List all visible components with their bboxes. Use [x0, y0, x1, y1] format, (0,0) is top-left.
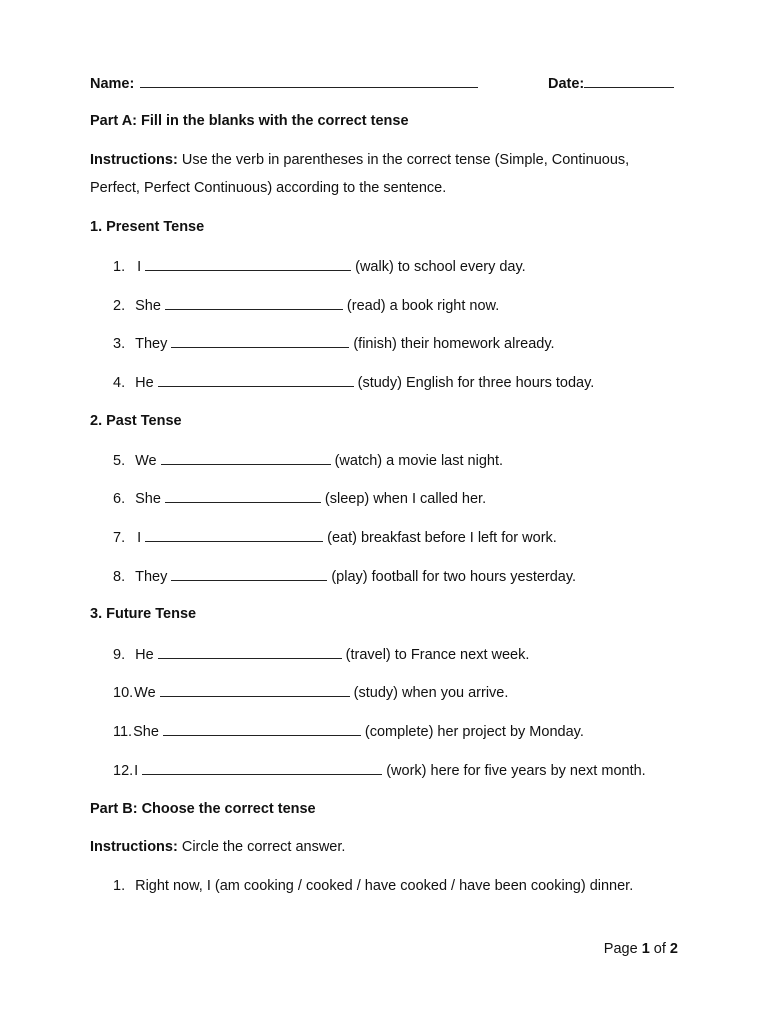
- item-number: 7.: [113, 530, 126, 546]
- item-subject: He: [135, 375, 154, 391]
- part-a-title: Part A: Fill in the blanks with the correct tense: [90, 113, 409, 129]
- item-text: (watch) a movie last night.: [334, 453, 504, 469]
- item-text: (read) a book right now.: [346, 298, 500, 314]
- item-subject: We: [135, 453, 157, 469]
- item-subject: They: [135, 336, 168, 352]
- item-subject: She: [135, 491, 161, 507]
- item-text: (study) when you arrive.: [353, 685, 509, 701]
- list-item: [113, 760, 646, 781]
- date-blank[interactable]: [584, 73, 674, 88]
- answer-blank[interactable]: [163, 721, 361, 736]
- item-text: (travel) to France next week.: [345, 647, 530, 663]
- name-row: [90, 73, 482, 94]
- item-text: (study) English for three hours today.: [357, 375, 595, 391]
- name-label: Name:: [90, 76, 135, 92]
- answer-blank[interactable]: [161, 450, 331, 465]
- list-item: [113, 644, 529, 665]
- list-item: [113, 488, 486, 509]
- section-heading: 3. Future Tense: [90, 606, 197, 622]
- section-heading: 2. Past Tense: [90, 413, 182, 429]
- item-subject: I: [137, 530, 142, 546]
- answer-blank[interactable]: [145, 256, 351, 271]
- instructions-label: Instructions:: [90, 839, 178, 855]
- item-text: Right now, I (am cooking / cooked / have cooked / have been cooking) dinner.: [135, 878, 634, 894]
- item-text: (walk) to school every day.: [355, 259, 526, 275]
- total-page-count: 2: [669, 941, 678, 957]
- item-number: 8.: [113, 569, 126, 585]
- instructions-text: Circle the correct answer.: [177, 839, 346, 855]
- item-number: 9.: [113, 647, 126, 663]
- list-item: [113, 527, 557, 548]
- part-b-instructions: [90, 837, 345, 857]
- page-word: Page: [603, 941, 642, 957]
- item-subject: We: [134, 685, 156, 701]
- item-number: 4.: [113, 375, 126, 391]
- item-number: 2.: [113, 298, 126, 314]
- item-text: (finish) their homework already.: [353, 336, 555, 352]
- list-item: [113, 566, 576, 587]
- instructions-label: Instructions:: [90, 152, 178, 168]
- item-number: 11.: [113, 724, 133, 740]
- item-number: 6.: [113, 491, 126, 507]
- list-item: [113, 333, 555, 354]
- item-text: (sleep) when I called her.: [324, 491, 487, 507]
- item-number: 5.: [113, 453, 126, 469]
- answer-blank[interactable]: [165, 488, 321, 503]
- answer-blank[interactable]: [158, 644, 342, 659]
- item-subject: I: [134, 763, 139, 779]
- item-subject: She: [133, 724, 159, 740]
- answer-blank[interactable]: [142, 760, 382, 775]
- answer-blank[interactable]: [160, 682, 350, 697]
- date-label: Date:: [548, 76, 585, 92]
- item-number: 1.: [113, 878, 126, 894]
- list-item: [113, 721, 584, 742]
- part-b-title: Part B: Choose the correct tense: [90, 801, 316, 817]
- item-subject: I: [137, 259, 142, 275]
- list-item: [113, 372, 594, 393]
- answer-blank[interactable]: [145, 527, 323, 542]
- item-text: (complete) her project by Monday.: [364, 724, 584, 740]
- item-text: (eat) breakfast before I left for work.: [327, 530, 557, 546]
- section-heading: 1. Present Tense: [90, 219, 205, 235]
- part-a-instructions-line-1: [90, 150, 629, 170]
- page-indicator: [604, 939, 678, 959]
- item-text: (play) football for two hours yesterday.: [331, 569, 577, 585]
- item-subject: He: [135, 647, 154, 663]
- item-number: 1.: [113, 259, 126, 275]
- current-page-number: 1: [641, 941, 650, 957]
- part-a-instructions-line-2: Perfect, Perfect Continuous) according to the sentence.: [90, 180, 447, 196]
- item-text: (work) here for five years by next month.: [386, 763, 646, 779]
- answer-blank[interactable]: [171, 333, 349, 348]
- item-number: 3.: [113, 336, 126, 352]
- list-item: [113, 256, 526, 277]
- list-item: [113, 450, 503, 471]
- name-blank[interactable]: [140, 73, 478, 88]
- item-subject: They: [135, 569, 168, 585]
- answer-blank[interactable]: [158, 372, 354, 387]
- of-word: of: [649, 941, 670, 957]
- answer-blank[interactable]: [171, 566, 327, 581]
- item-subject: She: [135, 298, 161, 314]
- item-number: 10.: [113, 685, 134, 701]
- instructions-text: Use the verb in parentheses in the correct tense (Simple, Continuous,: [177, 152, 630, 168]
- list-item: [113, 682, 508, 703]
- answer-blank[interactable]: [165, 295, 343, 310]
- date-row: [548, 73, 678, 94]
- item-number: 12.: [113, 763, 134, 779]
- list-item: [113, 876, 633, 896]
- list-item: [113, 295, 499, 316]
